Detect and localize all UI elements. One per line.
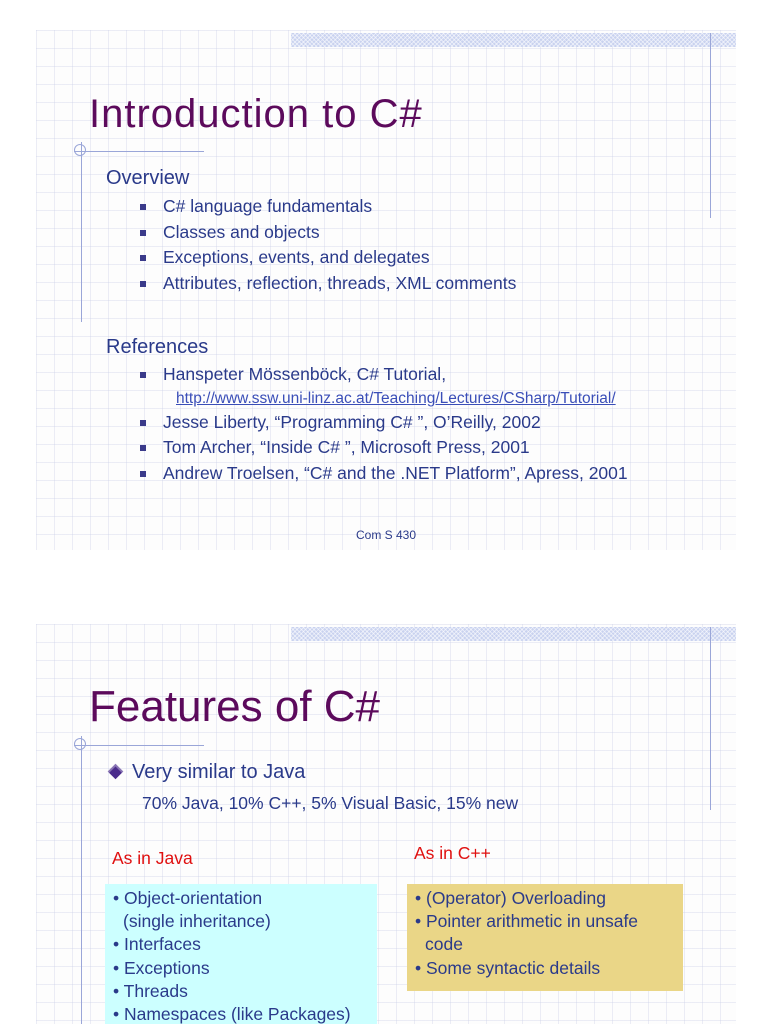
list-item (140, 410, 628, 436)
square-bullet-icon (140, 281, 146, 287)
list-item-text: Hanspeter Mössenböck, C# Tutorial, (163, 364, 447, 384)
slide-decoration-line (81, 142, 82, 322)
java-column-heading: As in Java (112, 848, 193, 868)
overview-heading: Overview (106, 167, 190, 189)
slide-decoration-line (710, 33, 711, 218)
slide-decoration-band (291, 627, 736, 641)
java-features-box (105, 884, 377, 1024)
list-item-text: Andrew Troelsen, “C# and the .NET Platform”, Apress, 2001 (163, 462, 628, 483)
diamond-bullet-icon (108, 764, 124, 780)
square-bullet-icon (140, 420, 146, 426)
slide-features (36, 624, 736, 1024)
list-item: • Namespaces (like Packages) (113, 1004, 351, 1025)
list-item (140, 461, 628, 487)
slide-decoration-band (291, 33, 736, 47)
square-bullet-icon (140, 372, 146, 378)
list-item: • Interfaces (113, 934, 201, 955)
main-point (106, 761, 305, 784)
cpp-column-heading: As in C++ (414, 843, 491, 863)
slide-decoration-line (74, 745, 204, 746)
list-item (140, 362, 628, 388)
list-item-text: Attributes, reflection, threads, XML comments (163, 272, 517, 293)
references-heading: References (106, 336, 209, 358)
slide-introduction (36, 30, 736, 550)
list-item (140, 220, 516, 246)
square-bullet-icon (140, 204, 146, 210)
slide-decoration-circle (74, 144, 86, 156)
list-item: • (Operator) Overloading (415, 888, 606, 908)
slide-decoration-line (74, 151, 204, 152)
list-item-text: Jesse Liberty, “Programming C# ”, O’Reilly, 2002 (163, 411, 541, 432)
reference-link[interactable]: http://www.ssw.uni-linz.ac.at/Teaching/Lectures/CSharp/Tutorial/ (176, 389, 616, 407)
list-item: • Pointer arithmetic in unsafe (415, 911, 639, 932)
list-item (140, 435, 628, 461)
slide-decoration-line (81, 736, 82, 1024)
list-item: • Some syntactic details (415, 957, 601, 978)
list-item: code (425, 934, 463, 955)
list-item: • Threads (113, 980, 188, 1001)
list-item-text: C# language fundamentals (163, 196, 373, 216)
cpp-features-box (407, 884, 683, 991)
list-item-text: Tom Archer, “Inside C# ”, Microsoft Press, 2001 (163, 437, 530, 457)
sub-point: 70% Java, 10% C++, 5% Visual Basic, 15% new (142, 793, 519, 813)
references-list (140, 362, 628, 486)
square-bullet-icon (140, 471, 146, 477)
main-point-text: Very similar to Java (132, 761, 306, 783)
slide-footer: Com S 430 (355, 528, 417, 542)
square-bullet-icon (140, 445, 146, 451)
reference-url-row (140, 388, 628, 410)
square-bullet-icon (140, 255, 146, 261)
list-item: (single inheritance) (123, 911, 271, 932)
list-item-text: Classes and objects (163, 221, 320, 242)
slide-title: Introduction to C# (89, 92, 423, 136)
list-item (140, 194, 516, 220)
list-item-text: Exceptions, events, and delegates (163, 247, 430, 267)
list-item: • Object-orientation (113, 888, 263, 908)
slide-title: Features of C# (89, 682, 381, 731)
slide-decoration-circle (74, 738, 86, 750)
slide-decoration-line (710, 627, 711, 810)
overview-list (140, 194, 516, 296)
list-item (140, 271, 516, 297)
square-bullet-icon (140, 230, 146, 236)
list-item (140, 245, 516, 271)
list-item: • Exceptions (113, 957, 210, 978)
